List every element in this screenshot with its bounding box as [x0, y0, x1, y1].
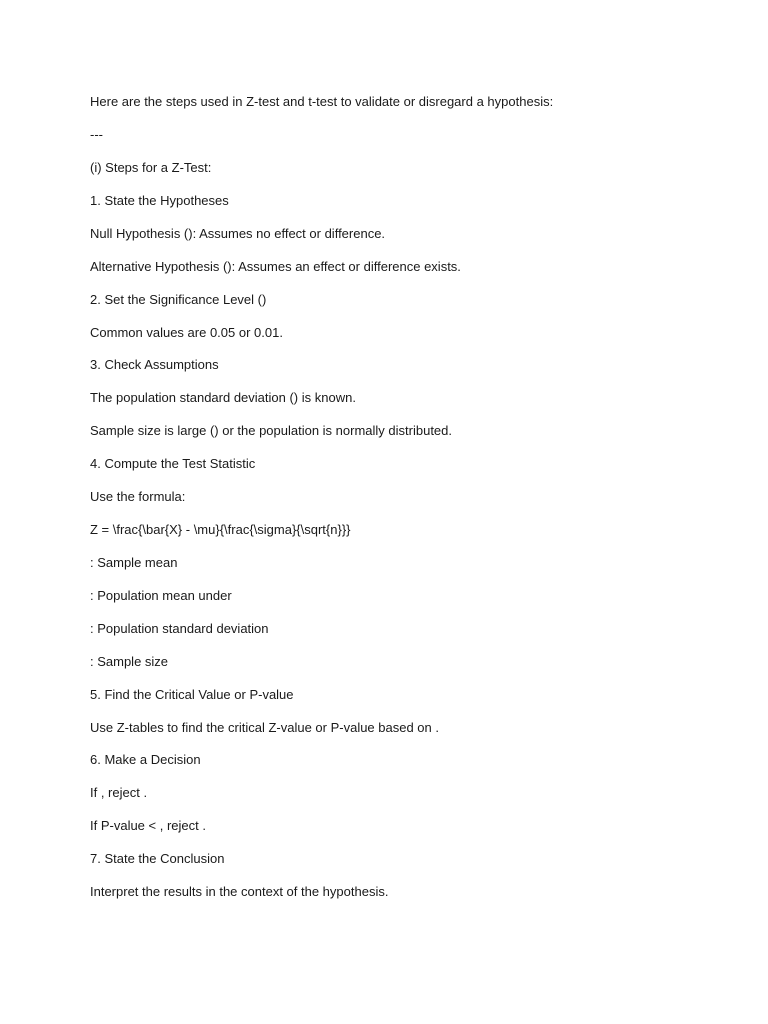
formula-text: Z = \frac{\bar{X} - \mu}{\frac{\sigma}{\sqrt{n}}} — [90, 522, 351, 537]
step-heading: 4. Compute the Test Statistic — [90, 456, 256, 471]
definition-item: : Sample size — [90, 654, 169, 669]
paragraph: Use the formula: — [90, 489, 186, 504]
section-heading: (i) Steps for a Z-Test: — [90, 160, 212, 175]
paragraph: Alternative Hypothesis (): Assumes an effect or difference exists. — [90, 259, 461, 274]
paragraph: Null Hypothesis (): Assumes no effect or difference. — [90, 226, 386, 241]
intro-text: Here are the steps used in Z-test and t-test to validate or disregard a hypothesis: — [90, 94, 554, 109]
paragraph: Interpret the results in the context of the hypothesis. — [90, 884, 389, 899]
paragraph: If P-value < , reject . — [90, 818, 206, 833]
paragraph: Common values are 0.05 or 0.01. — [90, 325, 283, 340]
step-heading: 2. Set the Significance Level () — [90, 292, 267, 307]
definition-item: : Sample mean — [90, 555, 178, 570]
paragraph: Sample size is large () or the population is normally distributed. — [90, 423, 453, 438]
paragraph: If , reject . — [90, 785, 148, 800]
separator-text: --- — [90, 127, 103, 142]
paragraph: The population standard deviation () is known. — [90, 390, 356, 405]
step-heading: 6. Make a Decision — [90, 752, 201, 767]
step-heading: 1. State the Hypotheses — [90, 193, 229, 208]
step-heading: 3. Check Assumptions — [90, 357, 219, 372]
step-heading: 5. Find the Critical Value or P-value — [90, 687, 294, 702]
step-heading: 7. State the Conclusion — [90, 851, 225, 866]
definition-item: : Population mean under — [90, 588, 232, 603]
paragraph: Use Z-tables to find the critical Z-value or P-value based on . — [90, 720, 439, 735]
definition-item: : Population standard deviation — [90, 621, 269, 636]
